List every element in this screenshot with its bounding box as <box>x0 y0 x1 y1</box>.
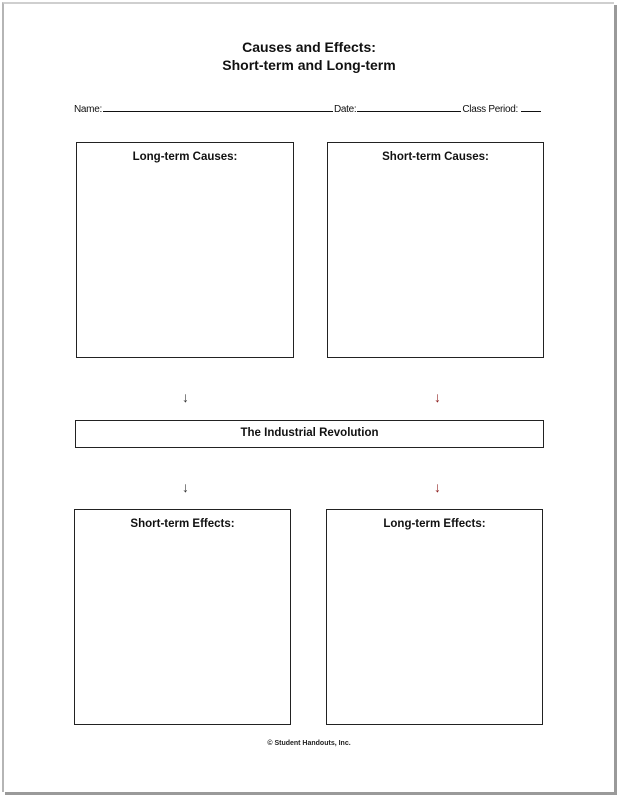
name-label: Name: <box>74 104 102 115</box>
title-line-2: Short-term and Long-term <box>222 57 396 73</box>
short-term-causes-box[interactable] <box>327 142 544 358</box>
long-term-effects-box[interactable] <box>326 509 543 725</box>
name-blank[interactable] <box>103 102 333 112</box>
down-arrow-icon: ↓ <box>182 479 189 495</box>
central-topic-label: The Industrial Revolution <box>240 427 379 439</box>
short-term-effects-box[interactable] <box>74 509 291 725</box>
short-term-effects-label: Short-term Effects: <box>130 518 235 530</box>
down-arrow-icon: ↓ <box>434 479 441 495</box>
long-term-effects-label: Long-term Effects: <box>383 518 486 530</box>
title-line-1: Causes and Effects: <box>242 39 376 55</box>
class-period-blank[interactable] <box>521 102 541 112</box>
class-period-label: Class Period: <box>462 104 518 115</box>
down-arrow-icon: ↓ <box>434 389 441 405</box>
student-info-line <box>74 102 542 115</box>
date-blank[interactable] <box>357 102 461 112</box>
down-arrow-icon: ↓ <box>182 389 189 405</box>
publisher-name: Student Handouts, Inc. <box>274 740 351 747</box>
date-label: Date: <box>333 104 357 115</box>
central-topic-box <box>75 420 544 448</box>
short-term-causes-label: Short-term Causes: <box>382 151 489 163</box>
long-term-causes-label: Long-term Causes: <box>132 151 238 163</box>
copyright-icon: © <box>267 740 273 747</box>
copyright-footer <box>0 740 618 747</box>
long-term-causes-box[interactable] <box>76 142 294 358</box>
